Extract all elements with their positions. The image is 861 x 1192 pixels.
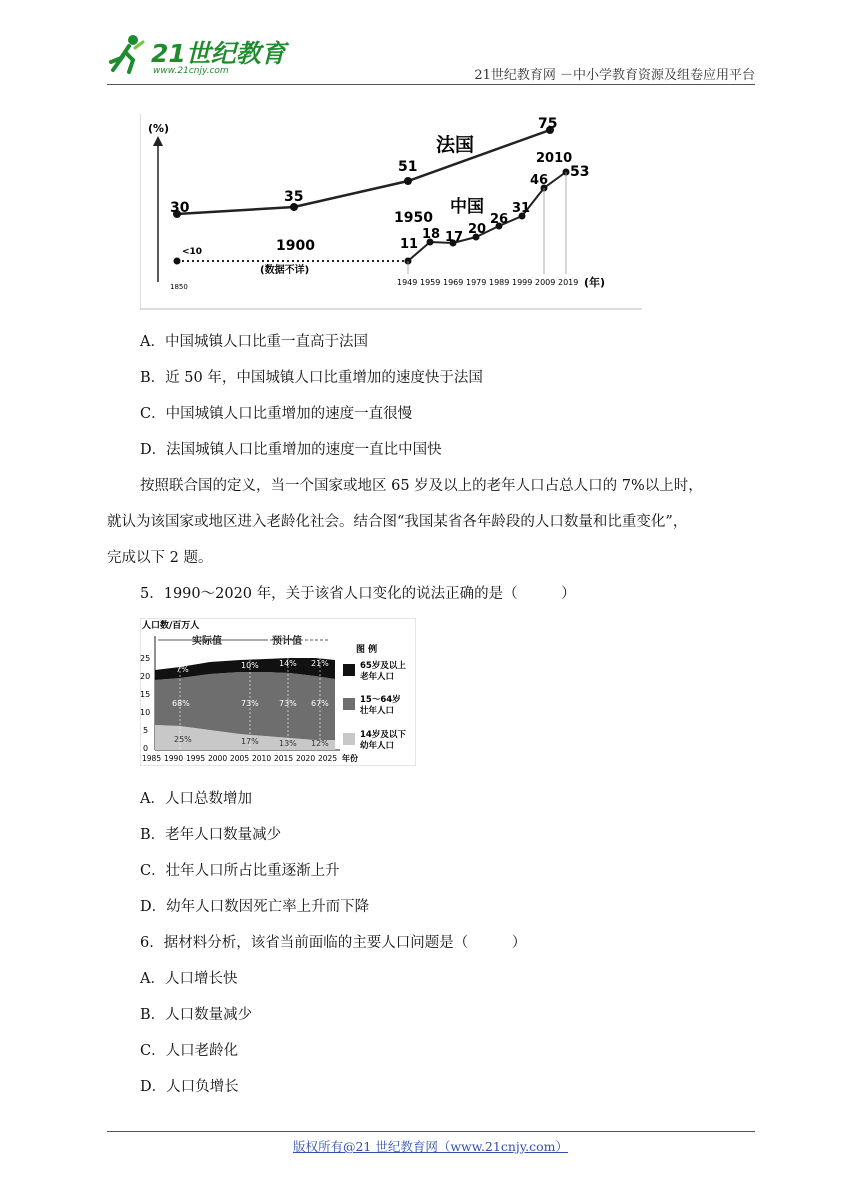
fr-label-51: 51 [398, 159, 418, 175]
q4-option-a[interactable]: A．中国城镇人口比重一直高于法国 [140, 334, 368, 350]
legend-old: 65岁及以上老年人口 [360, 661, 406, 682]
young-pct-2010: 17% [241, 737, 259, 746]
xtick-2005: 2005 [230, 754, 250, 763]
cn-label-20: 20 [468, 222, 487, 237]
fr-year-1950: 1950 [394, 210, 433, 226]
q4-option-b[interactable]: B．近 50 年，中国城镇人口比重增加的速度快于法国 [140, 370, 483, 386]
footer-divider [107, 1131, 755, 1132]
xtick-1995: 1995 [186, 754, 206, 763]
pop-y-label: 人口数/百万人 [142, 621, 200, 631]
header-divider [107, 84, 755, 85]
young-pct-2020: 12% [311, 739, 329, 748]
fr-year-1900: 1900 [276, 238, 315, 254]
logo-url: www.21cnjy.com [153, 66, 229, 76]
ytick-5: 5 [143, 726, 149, 735]
footer-copyright-link[interactable]: 版权所有@21 世纪教育网（www.21cnjy.com） [292, 1139, 569, 1154]
logo-text: 21世纪教育 [151, 39, 286, 68]
young-pct-1990: 25% [174, 735, 192, 744]
q5-stem: 5．1990～2020 年，关于该省人口变化的说法正确的是（ ） [140, 586, 576, 602]
cn-label-53: 53 [570, 164, 590, 180]
ytick-20: 20 [140, 672, 151, 681]
ytick-15: 15 [140, 690, 151, 699]
q5-option-c[interactable]: C．壮年人口所占比重逐渐上升 [140, 863, 340, 879]
population-chart [140, 618, 416, 766]
fr-label-35: 35 [284, 189, 304, 205]
china-series-label: 中国 [450, 197, 484, 217]
year-1959: 1959 [420, 278, 441, 287]
pop-x-unit: 年份 [342, 754, 358, 763]
france-points [173, 126, 554, 218]
old-pct-2010: 10% [241, 661, 259, 670]
unknown-data-label: (数据不详) [260, 265, 310, 276]
mid-pct-2020: 67% [311, 699, 329, 708]
old-pct-2020: 21% [311, 659, 329, 668]
year-1989: 1989 [489, 278, 510, 287]
q4-option-d[interactable]: D．法国城镇人口比重增加的速度一直比中国快 [140, 442, 442, 458]
q6-stem: 6．据材料分析，该省当前面临的主要人口问题是（ ） [140, 935, 527, 951]
cn-label-18: 18 [422, 227, 441, 242]
legend-swatch-old [343, 664, 355, 676]
ytick-10: 10 [140, 708, 151, 717]
year-1979: 1979 [466, 278, 487, 287]
france-series-label: 法国 [436, 134, 475, 156]
q5-option-a[interactable]: A．人口总数增加 [140, 791, 252, 807]
q5-option-b[interactable]: B．老年人口数量减少 [140, 827, 282, 843]
ytick-0: 0 [143, 744, 149, 753]
year-2009: 2009 [535, 278, 556, 287]
year-2019: 2019 [558, 278, 579, 287]
young-pct-2015: 13% [279, 739, 297, 748]
legend-title: 图 例 [356, 645, 378, 655]
site-logo[interactable] [107, 28, 287, 84]
intro-line-3: 完成以下 2 题。 [107, 550, 213, 566]
xtick-2015: 2015 [274, 754, 294, 763]
cn-label-31: 31 [512, 201, 531, 216]
cn-label-11: 11 [400, 237, 419, 252]
x-unit-label: (年) [584, 276, 606, 289]
year-1969: 1969 [443, 278, 464, 287]
population-chart-svg [140, 618, 416, 766]
fr-label-75: 75 [538, 116, 558, 132]
year-1999: 1999 [512, 278, 533, 287]
q5-option-d[interactable]: D．幼年人口数因死亡率上升而下降 [140, 899, 370, 915]
forecast-value-label: 预计值 [272, 636, 302, 647]
urbanization-chart-svg [140, 114, 642, 310]
mid-pct-2010: 73% [241, 699, 259, 708]
urbanization-chart [140, 114, 642, 310]
year-1850: 1850 [170, 283, 188, 291]
actual-value-label: 实际值 [192, 636, 222, 647]
cn-label-26: 26 [490, 212, 509, 227]
mid-pct-2015: 73% [279, 699, 297, 708]
legend-swatch-mid [343, 698, 355, 710]
year-1949: 1949 [397, 278, 418, 287]
cn-label-lt10: <10 [182, 247, 203, 257]
xtick-1990: 1990 [164, 754, 184, 763]
q6-option-b[interactable]: B．人口数量减少 [140, 1007, 253, 1023]
legend-swatch-young [343, 733, 355, 745]
fr-label-30: 30 [170, 200, 190, 216]
intro-line-2: 就认为该国家或地区进入老龄化社会。结合图“我国某省各年龄段的人口数量和比重变化”， [107, 514, 688, 530]
xtick-1985: 1985 [142, 754, 162, 763]
q6-option-c[interactable]: C．人口老龄化 [140, 1043, 239, 1059]
q6-option-a[interactable]: A．人口增长快 [140, 971, 238, 987]
old-pct-1990: 7% [176, 665, 189, 674]
mid-pct-1990: 68% [172, 699, 190, 708]
intro-line-1: 按照联合国的定义，当一个国家或地区 65 岁及以上的老年人口占总人口的 7%以上时， [140, 478, 703, 494]
legend-young: 14岁及以下幼年人口 [360, 730, 406, 751]
q4-option-c[interactable]: C．中国城镇人口比重增加的速度一直很慢 [140, 406, 413, 422]
ytick-25: 25 [140, 654, 151, 663]
q6-option-d[interactable]: D．人口负增长 [140, 1079, 239, 1095]
old-pct-2015: 14% [279, 659, 297, 668]
legend-mid: 15～64岁壮年人口 [360, 695, 401, 716]
xtick-2025: 2025 [318, 754, 338, 763]
xtick-2010: 2010 [252, 754, 272, 763]
cn-label-17: 17 [445, 230, 464, 245]
xtick-2000: 2000 [208, 754, 228, 763]
china-points [174, 169, 570, 265]
y-axis-label: (%) [148, 122, 170, 135]
cn-label-46: 46 [530, 173, 549, 188]
fr-year-2010: 2010 [536, 151, 573, 166]
xtick-2020: 2020 [296, 754, 316, 763]
runner-icon [107, 32, 147, 76]
site-title: 21世纪教育网 －中小学教育资源及组卷应用平台 [474, 68, 755, 83]
